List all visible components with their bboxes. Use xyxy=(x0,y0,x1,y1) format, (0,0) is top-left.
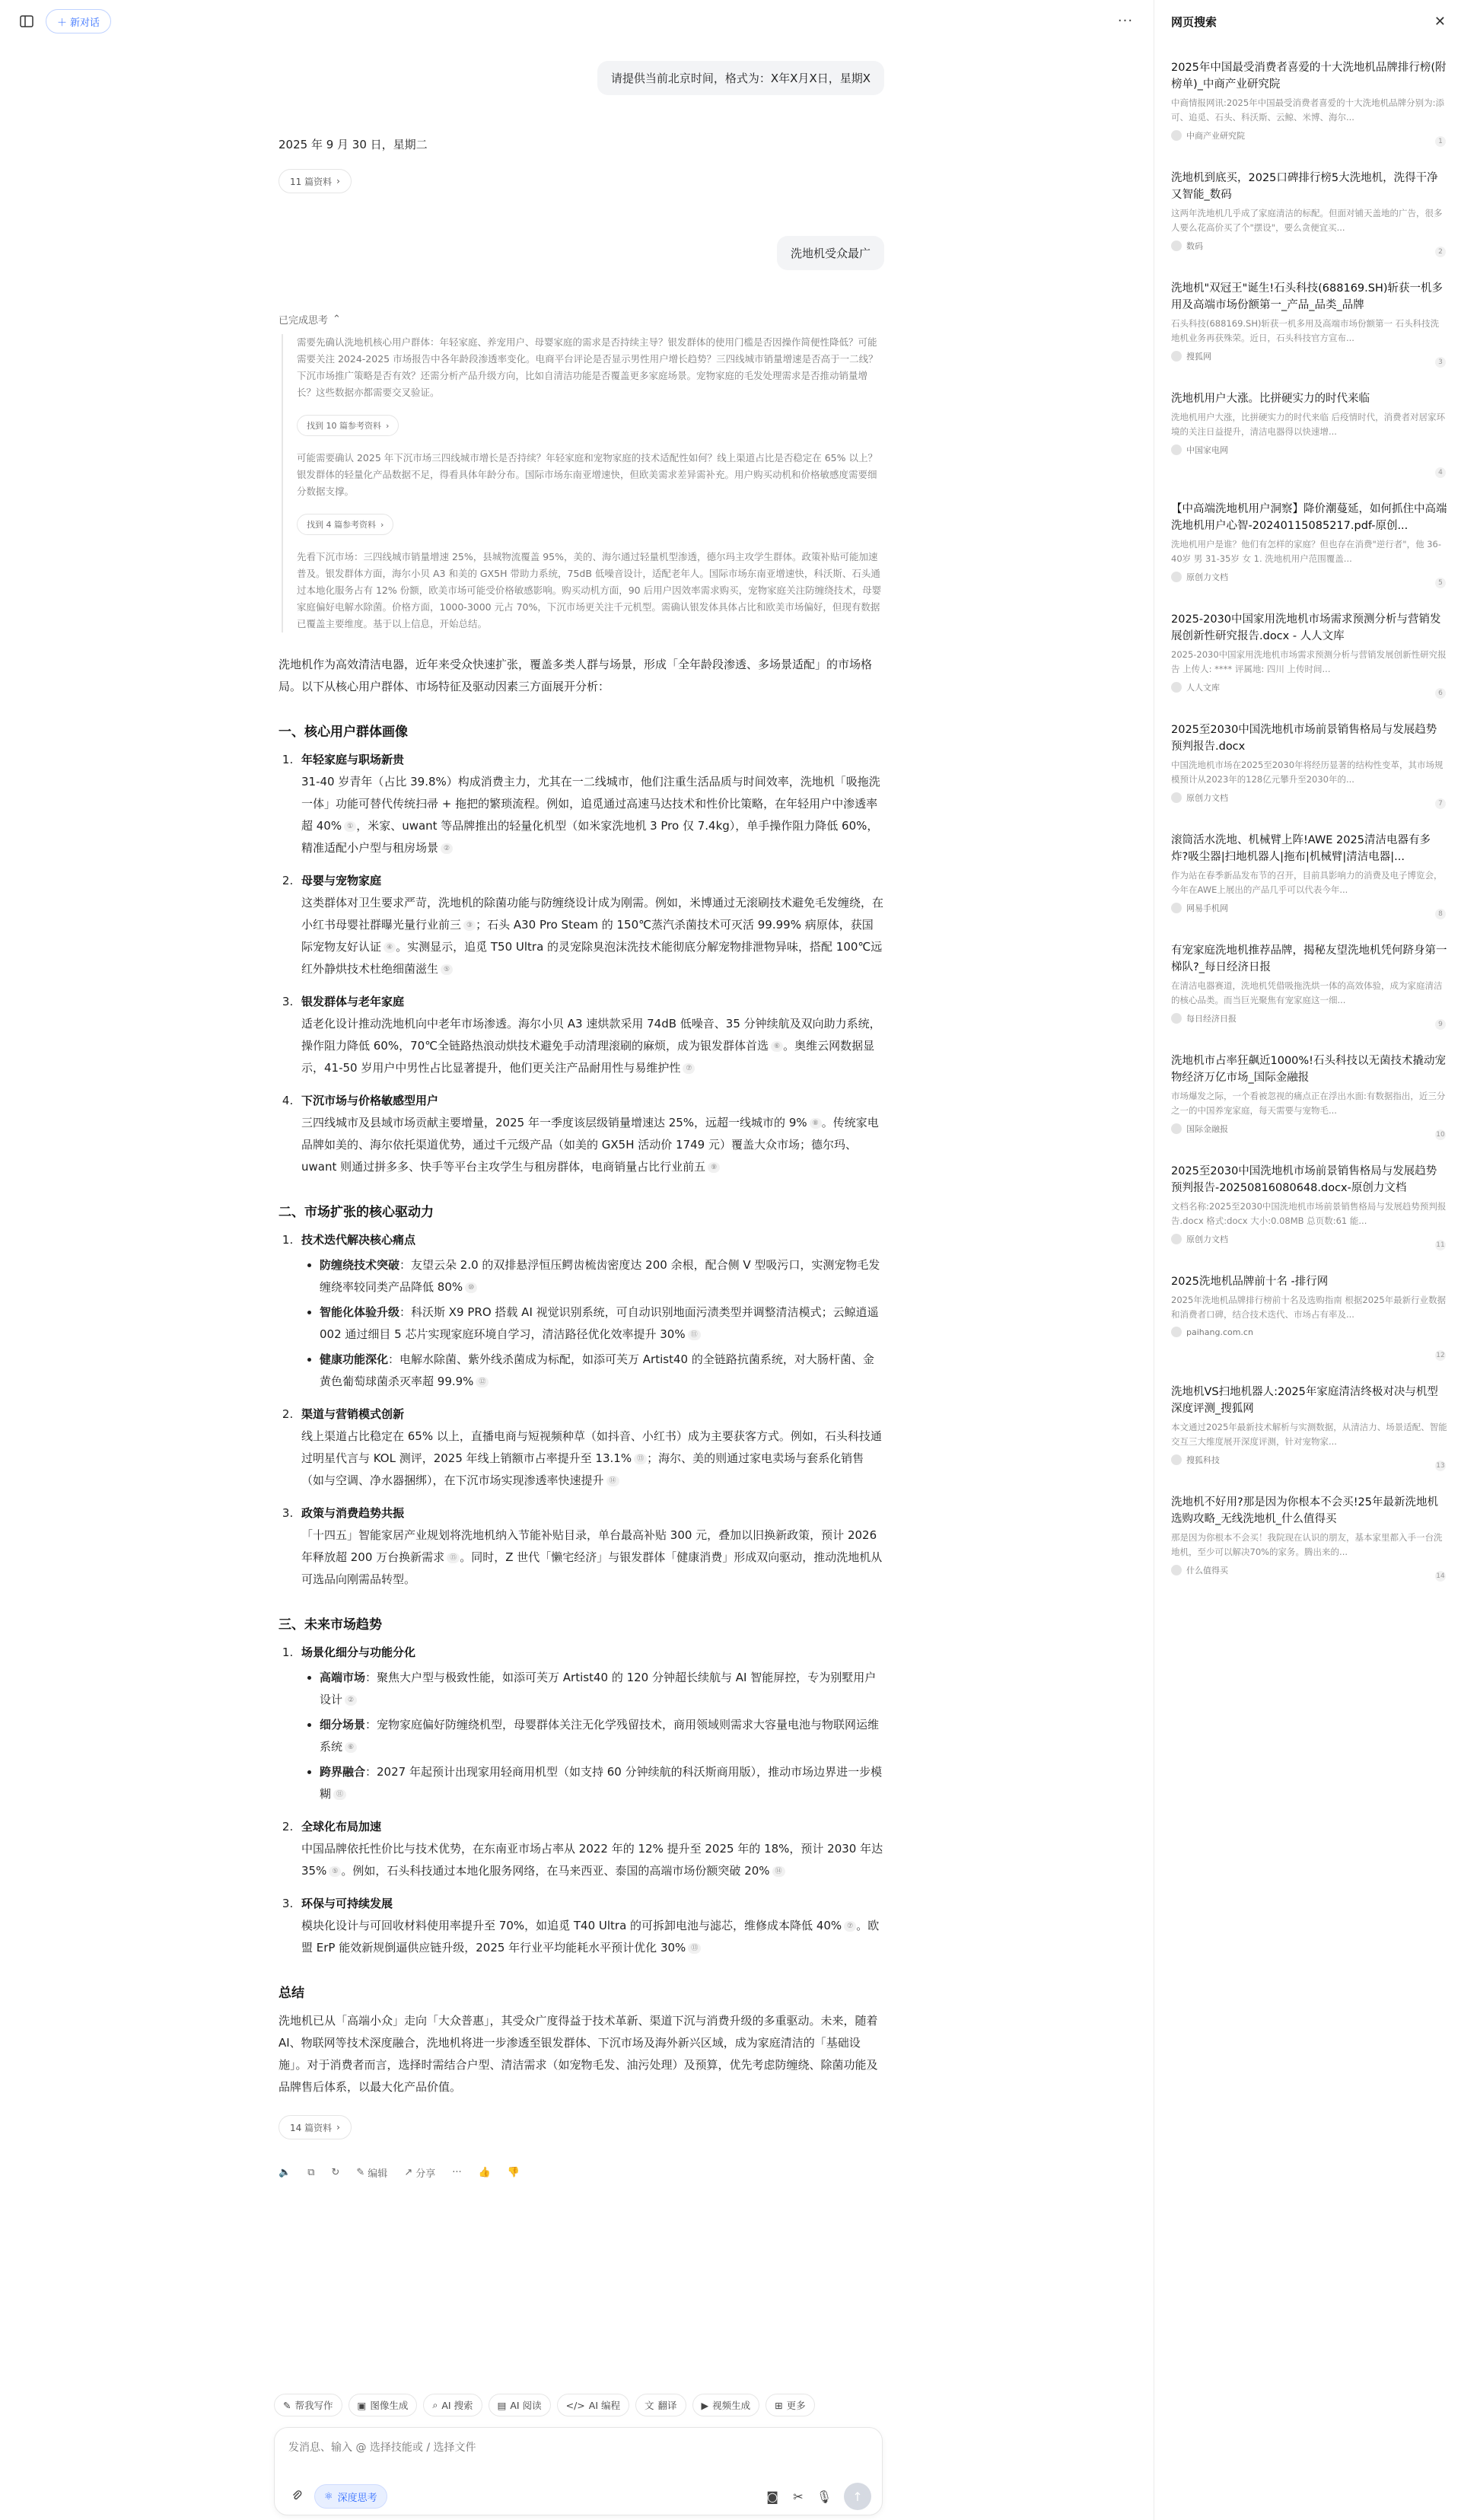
result-snippet: 中商情报网讯:2025年中国最受消费者喜爱的十大洗地机品牌分别为:添可、追觅、石头、科沃斯、云鲸、米博、海尔... xyxy=(1171,97,1445,123)
thinking-references-label: 找到 4 篇参考资料 xyxy=(307,520,376,530)
quick-label: 帮我写作 xyxy=(294,2400,333,2411)
result-index: 9 xyxy=(1435,1019,1446,1030)
edit-icon: ✎ xyxy=(356,2167,365,2178)
result-snippet: 2025年洗地机品牌排行榜前十名及选购指南 根据2025年最新行业数据和消费者口碑，结合技术迭代、市场占有率及... xyxy=(1171,1295,1447,1320)
result-title[interactable]: 洗地机不好用?那是因为你根本不会买!25年最新洗地机选购攻略_无线洗地机_什么值得买 xyxy=(1171,1496,1438,1525)
result-index: 13 xyxy=(1436,1462,1445,1470)
result-source-name: 人人文库 xyxy=(1186,683,1220,693)
bullet-title: 智能化体验升级 xyxy=(320,1305,400,1319)
bullet-item xyxy=(320,1667,884,1711)
top-bar xyxy=(0,0,1154,43)
plus-icon: ＋ xyxy=(57,17,68,29)
citation-badge[interactable]: ⑧ xyxy=(810,1118,822,1129)
result-title[interactable]: 2025至2030中国洗地机市场前景销售格局与发展趋势预判报告-20250816080648.docx-原创力文档 xyxy=(1171,1165,1437,1194)
result-source-name: 搜狐网 xyxy=(1186,352,1211,362)
edit-button[interactable] xyxy=(356,2165,387,2180)
image-icon: ▣ xyxy=(357,2399,367,2411)
citation-badge[interactable]: ④ xyxy=(384,942,396,953)
citation-badge[interactable]: ⑥ xyxy=(345,1742,357,1753)
quick-label: 视频生成 xyxy=(712,2400,751,2411)
thinking-text: 可能需要确认 2025 年下沉市场三四线城市增长是否持续？年轻家庭和宠物家庭的技术适配性如何？线上渠道占比是否稳定在 65% 以上？银发群体的轻量化产品数据不足，得看具体年龄分布。国际市场东南亚增速快，但欧美需求差异需补充。用户购买动机和价格敏感度需要细分数据支撑。 xyxy=(297,452,877,497)
item-text: 模块化设计与可回收材料使用率提升至 70%，如追觅 T40 Ultra 的可拆卸电池与滤芯，维修成本降低 40% xyxy=(301,1919,842,1932)
share-icon: ↗ xyxy=(404,2167,413,2178)
citation-badge[interactable]: ⑤ xyxy=(329,1866,341,1877)
thinking-references-button[interactable] xyxy=(297,514,393,535)
item-title: 3. 环保与可持续发展 xyxy=(301,1897,393,1910)
site-favicon-icon xyxy=(1171,351,1182,362)
item-text: 线上渠道占比稳定在 65% 以上，直播电商与短视频种草（如抖音、小红书）成为主要获客方式。例如，石头科技通过明星代言与 KOL 测评，2025 年线上销额市占率提升至 13.1% xyxy=(301,1429,882,1465)
chevron-right-icon: › xyxy=(386,420,390,431)
site-favicon-icon xyxy=(1171,241,1182,251)
bullet-title: 细分场景 xyxy=(320,1718,366,1732)
item-text: 中国品牌依托性价比与技术优势，在东南亚市场占率从 2022 年的 12% 提升至 2025 年的 18%，预计 2030 年达 35% xyxy=(301,1842,883,1878)
citation-badge[interactable]: ⑤ xyxy=(441,964,453,975)
result-snippet: 石头科技(688169.SH)斩获一机多用及高端市场份额第一 石头科技洗地机业务再获殊荣。近日，石头科技官方宣布... xyxy=(1171,318,1440,343)
result-snippet: 这两年洗地机几乎成了家庭清洁的标配。但面对铺天盖地的广告，很多人要么花高价买了个"摆设"，要么贪便宜买... xyxy=(1171,208,1443,233)
item-text: 31-40 岁青年（占比 39.8%）构成消费主力，尤其在一二线城市，他们注重生活品质与时间效率，洗地机「吸拖洗一体」功能可替代传统扫帚 + 拖把的繁琐流程。例如，追觅通过高速马达技术和性价比策略，在年轻用户中渗透率超 40% xyxy=(301,775,880,833)
references-label: 11 篇资料 xyxy=(290,176,333,187)
citation-badge[interactable]: ⑭ xyxy=(606,1476,619,1486)
search-result[interactable] xyxy=(1154,815,1461,925)
item-title: 2. 母婴与宠物家庭 xyxy=(301,874,382,887)
result-index: 5 xyxy=(1435,578,1446,588)
quick-translate-button[interactable] xyxy=(635,2394,686,2416)
list-item xyxy=(297,870,884,980)
item-text: 适老化设计推动洗地机向中老年市场渗透。海尔小贝 A3 速烘款采用 74dB 低噪音、35 分钟续航及双向助力系统，操作阻力降低 60%，70℃全链路热浪动烘技术避免手动清理滚刷的麻烦，成为银发群体首选 xyxy=(301,1017,881,1053)
site-favicon-icon xyxy=(1171,130,1182,141)
site-favicon-icon xyxy=(1171,572,1182,582)
result-source xyxy=(1171,1564,1447,1576)
bullet-title: 跨界融合 xyxy=(320,1765,366,1779)
references-button[interactable] xyxy=(279,2115,352,2139)
item-text: ；石头 A30 Pro Steam 的 150℃蒸汽杀菌技术可灭活 99.99% 病原体，获国际宠物友好认证 xyxy=(301,918,874,954)
bullet-item xyxy=(320,1349,884,1393)
thinking-text: 先看下沉市场：三四线城市销量增速 25%，县城物流覆盖 95%，美的、海尔通过轻量机型渗透，德尔玛主攻学生群体。政策补贴可能加速普及。银发群体方面，海尔小贝 A3 和美的 GX5H 带助力系统，75dB 低噪音设计，适配老年人。国际市场东南亚增速快，科沃斯、石头通过本地化服务占有 12% 份额，欧美市场可能受价格敏感影响。购买动机方面，90 后用户因效率需求购买，宠物家庭关注防缠绕技术，母婴家庭偏好电解水除菌。价格方面，1000-3000 元占 70%，下沉市场更关注千元机型。需确认银发体具体占比和欧美市场偏好，但现有数据已覆盖主要维度。基于以上信息，开始总结。 xyxy=(297,551,882,629)
bullet-item xyxy=(320,1714,884,1758)
chevron-right-icon: › xyxy=(336,176,340,186)
result-source-name: 网易手机网 xyxy=(1186,903,1228,913)
list-item xyxy=(297,1502,884,1591)
list-item xyxy=(297,1229,884,1393)
search-result[interactable] xyxy=(1154,484,1461,594)
search-result[interactable] xyxy=(1154,705,1461,815)
search-result[interactable] xyxy=(1154,925,1461,1036)
citation-badge[interactable]: ⑬ xyxy=(634,1454,647,1464)
citation-badge[interactable]: ② xyxy=(441,843,453,854)
search-result[interactable] xyxy=(1154,1036,1461,1146)
quick-search-button[interactable] xyxy=(423,2394,482,2416)
citation-badge[interactable]: ⑭ xyxy=(772,1866,785,1877)
citation-badge[interactable]: ⑨ xyxy=(708,1162,720,1173)
result-title[interactable]: 2025洗地机品牌前十名 -排行网 xyxy=(1171,1276,1329,1288)
citation-badge[interactable]: ⑦ xyxy=(683,1063,695,1074)
bullet-text: ：2027 年起预计出现家用轻商用机型（如支持 60 分钟续航的科沃斯商用版），推动市场边界进一步模糊 xyxy=(320,1765,883,1801)
result-snippet: 洗地机用户是谁？他们有怎样的家庭？但也存在消费"逆行者"，他 36-40岁 男 31-35岁 女 1. 洗地机用户范围覆盖... xyxy=(1171,539,1442,564)
assistant-response xyxy=(279,312,884,2180)
result-source xyxy=(1171,129,1447,142)
item-text: 。传统家电品牌如美的、海尔依托渠道优势，通过千元级产品（如美的 GX5H 活动价 1749 元）覆盖大众市场；德尔玛、uwant 则通过拼多多、快手等平台主攻学生与租房群体，电商销量占比行业前五 xyxy=(301,1116,879,1174)
numbered-list xyxy=(279,1642,884,1959)
bullet-list xyxy=(301,1254,884,1393)
citation-badge[interactable]: ③ xyxy=(463,920,476,931)
site-favicon-icon xyxy=(1171,682,1182,693)
search-icon: ⌕ xyxy=(432,2399,438,2410)
thinking-references-label: 找到 10 篇参考资料 xyxy=(307,421,381,431)
message-composer xyxy=(274,2427,883,2515)
share-label: 分享 xyxy=(415,2168,436,2180)
result-source-name: paihang.com.cn xyxy=(1186,1327,1253,1337)
thinking-toggle[interactable] xyxy=(279,312,884,327)
citation-badge[interactable]: ⑬ xyxy=(688,1943,701,1954)
citation-badge[interactable]: ② xyxy=(345,1695,357,1706)
microphone-icon[interactable]: 🎙 xyxy=(816,2489,832,2504)
sidebar-toggle-icon[interactable] xyxy=(15,11,38,32)
item-title: 1. 年轻家庭与职场新贵 xyxy=(301,753,405,766)
web-search-panel xyxy=(1154,0,1461,2520)
result-source xyxy=(1171,902,1447,914)
intro-paragraph: 洗地机作为高效清洁电器，近年来受众快速扩张，覆盖多类人群与场景，形成「全年龄段渗透、多场景适配」的市场格局。以下从核心用户群体、市场特征及驱动因素三方面展开分析： xyxy=(279,658,873,693)
item-title: 1. 场景化细分与功能分化 xyxy=(301,1645,416,1659)
item-text: 。例如，石头科技通过本地化服务网络，在马来西亚、泰国的高端市场份额突破 20% xyxy=(341,1864,770,1878)
quick-label: AI 阅读 xyxy=(510,2400,542,2411)
result-snippet: 市场爆发之际，一个看被忽视的痛点正在浮出水面:有数据指出，近三分之一的中国养宠家庭，每天需要与宠物毛... xyxy=(1171,1091,1446,1116)
list-item xyxy=(297,1642,884,1805)
translate-icon: 文 xyxy=(644,2400,654,2411)
camera-icon[interactable]: ◙ xyxy=(766,2489,778,2504)
result-source xyxy=(1171,444,1447,456)
result-source-name: 数码 xyxy=(1186,241,1203,251)
thumbs-down-icon[interactable]: 👎 xyxy=(507,2167,520,2178)
quick-actions xyxy=(274,2394,883,2416)
result-source xyxy=(1171,792,1447,804)
more-options-button[interactable]: ··· xyxy=(1117,12,1134,29)
citation-badge[interactable]: ⑦ xyxy=(844,1921,856,1932)
send-button[interactable] xyxy=(844,2483,871,2510)
result-title[interactable]: 【中高端洗地机用户洞察】降价潮蔓延，如何抓住中高端洗地机用户心智-20240115085217.pdf-原创... xyxy=(1171,503,1447,532)
assistant-answer: 2025 年 9 月 30 日，星期二 xyxy=(279,138,428,151)
video-icon: ▶ xyxy=(701,2399,709,2411)
result-index: 11 xyxy=(1436,1241,1445,1249)
result-index: 3 xyxy=(1435,357,1446,368)
citation-badge[interactable]: ⑫ xyxy=(476,1377,489,1387)
quick-writing-button[interactable] xyxy=(274,2394,342,2416)
deep-think-label: 深度思考 xyxy=(337,2492,377,2504)
result-title[interactable]: 2025年中国最受消费者喜爱的十大洗地机品牌排行榜(附榜单)_中商产业研究院 xyxy=(1171,62,1447,91)
result-snippet: 洗地机用户大涨，比拼硬实力的时代来临 后疫情时代，消费者对居家环境的关注日益提升，清洁电器得以快速增... xyxy=(1171,412,1446,437)
bullet-title: 健康功能深化 xyxy=(320,1352,389,1366)
bullet-item xyxy=(320,1301,884,1346)
code-icon: </> xyxy=(565,2399,585,2411)
bullet-title: 高端市场 xyxy=(320,1671,366,1684)
chevron-right-icon: › xyxy=(336,2122,340,2133)
bullet-text: ：电解水除菌、紫外线杀菌成为标配，如添可芙万 Artist40 的全链路抗菌系统，对大肠杆菌、金黄色葡萄球菌杀灭率超 99.9% xyxy=(320,1352,874,1388)
result-snippet: 作为站在春季新品发布节的召开，目前具影响力的消费及电子博览会，今年在AWE上展出的产品几乎可以代表今年... xyxy=(1171,870,1443,895)
numbered-list xyxy=(279,749,884,1178)
search-result[interactable] xyxy=(1154,1477,1461,1588)
citation-badge[interactable]: ⑮ xyxy=(447,1553,460,1563)
section-heading: 一、核心用户群体画像 xyxy=(279,725,408,740)
result-source xyxy=(1171,1123,1447,1135)
quick-read-button[interactable] xyxy=(489,2394,551,2416)
site-favicon-icon xyxy=(1171,1234,1182,1244)
grid-icon: ⊞ xyxy=(775,2399,783,2411)
item-title: 3. 银发群体与老年家庭 xyxy=(301,995,405,1008)
result-index: 6 xyxy=(1435,688,1446,699)
share-button[interactable] xyxy=(404,2165,435,2180)
result-source-name: 搜狐科技 xyxy=(1186,1455,1220,1465)
result-source xyxy=(1171,681,1447,693)
item-title: 3. 政策与消费趋势共振 xyxy=(301,1506,405,1520)
result-source-name: 每日经济日报 xyxy=(1186,1014,1237,1024)
references-label: 14 篇资料 xyxy=(290,2122,333,2133)
result-snippet: 中国洗地机市场在2025至2030年将经历显著的结构性变革，其市场规模预计从2023年的128亿元攀升至2030年的... xyxy=(1171,760,1443,785)
edit-label: 编辑 xyxy=(368,2168,388,2180)
result-index: 14 xyxy=(1436,1572,1445,1580)
item-text: 。奥维云网数据显示，41-50 岁用户中男性占比显著提升，他们更关注产品耐用性与易维护性 xyxy=(301,1039,875,1075)
search-result[interactable] xyxy=(1154,153,1461,263)
result-source-name: 国际金融报 xyxy=(1186,1124,1228,1134)
attach-icon[interactable] xyxy=(285,2484,308,2507)
result-source-name: 什么值得买 xyxy=(1186,1566,1228,1575)
result-title[interactable]: 2025至2030中国洗地机市场前景销售格局与发展趋势预判报告.docx xyxy=(1171,724,1437,753)
search-result[interactable] xyxy=(1154,1367,1461,1477)
list-item xyxy=(297,1816,884,1882)
search-results xyxy=(1154,43,1461,1588)
panel-header xyxy=(1154,0,1461,43)
site-favicon-icon xyxy=(1171,1327,1182,1337)
result-snippet: 2025-2030中国家用洗地机市场需求预测分析与营销发展创新性研究报告 上传人: **** 评属地: 四川 上传时间... xyxy=(1171,649,1447,674)
quick-image-button[interactable] xyxy=(349,2394,418,2416)
thinking-process xyxy=(282,334,884,632)
site-favicon-icon xyxy=(1171,1454,1182,1465)
item-text: 。实测显示，追觅 T50 Ultra 的灵宠除臭泡沫洗技术能彻底分解宠物排泄物异味，搭配 100℃远红外静烘技术杜绝细菌滋生 xyxy=(301,940,883,976)
item-text: ，米家、uwant 等品牌推出的轻量化机型（如米家洗地机 3 Pro 仅 7.4kg），单手操作阻力降低 60%，精准适配小户型与租房场景 xyxy=(301,819,879,855)
result-title[interactable]: 洗地机"双冠王"诞生!石头科技(688169.SH)斩获一机多用及高端市场份额第一_产品_品类_品牌 xyxy=(1171,282,1443,311)
item-title: 1. 技术迭代解决核心痛点 xyxy=(301,1233,416,1247)
result-source xyxy=(1171,1233,1447,1245)
item-title: 4. 下沉市场与价格敏感型用户 xyxy=(301,1094,439,1107)
search-result[interactable] xyxy=(1154,374,1461,484)
arrow-up-icon: ↑ xyxy=(852,2489,863,2504)
result-index: 8 xyxy=(1435,909,1446,919)
result-source xyxy=(1171,571,1447,583)
search-result[interactable] xyxy=(1154,1257,1461,1367)
bullet-title: 防缠绕技术突破 xyxy=(320,1258,400,1272)
regenerate-icon[interactable]: ↻ xyxy=(331,2167,340,2178)
chevron-up-icon: ⌃ xyxy=(333,314,341,325)
copy-icon[interactable]: ⧉ xyxy=(307,2167,315,2178)
result-index: 10 xyxy=(1436,1131,1445,1139)
summary-paragraph: 洗地机已从「高端小众」走向「大众普惠」，其受众广度得益于技术革新、渠道下沉与消费升级的多重驱动。未来，随着 AI、物联网等技术深度融合，洗地机将进一步渗透至银发群体、下沉市场及海外新兴区域，成为家庭清洁的「基础设施」。对于消费者而言，选择时需结合户型、清洁需求（如宠物毛发、油污处理）及预算，优先考虑防缠绕、除菌功能及品牌售后体系，以最大化产品价值。 xyxy=(279,2014,878,2094)
search-result[interactable] xyxy=(1154,43,1461,153)
numbered-list xyxy=(279,1229,884,1591)
result-index: 12 xyxy=(1436,1352,1445,1359)
result-index: 4 xyxy=(1435,467,1446,478)
result-snippet: 那是因为你根本不会买！我院现在认识的朋友，基本家里都入手一台洗地机，至少可以解决70%的家务。腾出来的... xyxy=(1171,1532,1443,1557)
result-snippet: 在清洁电器赛道，洗地机凭借吸拖洗烘一体的高效体验，成为家庭清洁的核心品类。而当巨光聚焦有宠家庭这一细... xyxy=(1171,980,1443,1005)
search-result[interactable] xyxy=(1154,263,1461,374)
item-title: 2. 全球化布局加速 xyxy=(301,1820,382,1833)
result-index: 1 xyxy=(1435,136,1446,147)
quick-label: AI 搜索 xyxy=(441,2400,473,2411)
result-source-name: 中国家电网 xyxy=(1186,445,1228,455)
section-heading: 二、市场扩张的核心驱动力 xyxy=(279,1205,434,1220)
item-text: ；海尔、美的则通过家电卖场与套系化销售（如与空调、净水器捆绑），在下沉市场实现渗透率快速提升 xyxy=(301,1451,864,1487)
item-text: 。欧盟 ErP 能效新规倒逼供应链升级，2025 年行业平均能耗水平预计优化 30% xyxy=(301,1919,880,1955)
search-result[interactable] xyxy=(1154,594,1461,705)
quick-label: 图像生成 xyxy=(370,2400,409,2411)
list-item xyxy=(297,991,884,1079)
thinking-text: 需要先确认洗地机核心用户群体：年轻家庭、养宠用户、母婴家庭的需求是否持续主导？银发群体的使用门槛是否因操作简便性降低？可能需要关注 2024-2025 市场报告中各年龄段渗透率变化。电商平台评论是否显示男性用户增长趋势？三四线城市销量增速是否高于一二线？下沉市场推广策略是否有效？还需分析产品升级方向，比如自清洁功能是否覆盖更多家庭场景。宠物家庭的毛发处理需求是否推动销量增长？这些数据亦都需要交叉验证。 xyxy=(297,336,878,398)
scissors-icon[interactable]: ✂ xyxy=(793,2489,804,2504)
result-index: 2 xyxy=(1435,247,1446,257)
composer-area xyxy=(274,2394,883,2515)
new-chat-label: 新对话 xyxy=(70,17,100,29)
result-source xyxy=(1171,1327,1447,1337)
site-favicon-icon xyxy=(1171,903,1182,913)
citation-badge[interactable]: ⑪ xyxy=(333,1789,346,1800)
result-title[interactable]: 有宠家庭洗地机推荐品牌，揭秘友望洗地机凭何跻身第一梯队?_每日经济日报 xyxy=(1171,945,1447,973)
item-text: 三四线城市及县域市场贡献主要增量，2025 年一季度该层级销量增速达 25%，远超一线城市的 9% xyxy=(301,1116,807,1129)
book-icon: ▤ xyxy=(497,2399,507,2411)
list-item xyxy=(297,1893,884,1959)
quick-code-button[interactable] xyxy=(557,2394,629,2416)
result-snippet: 文档名称:2025至2030中国洗地机市场前景销售格局与发展趋势预判报告.docx 格式:docx 大小:0.08MB 总页数:61 能... xyxy=(1171,1201,1447,1226)
citation-badge[interactable]: ① xyxy=(344,821,356,832)
bullet-text: ：聚焦大户型与极致性能，如添可芙万 Artist40 的 120 分钟超长续航与 AI 智能屏控，专为别墅用户设计 xyxy=(320,1671,877,1706)
speaker-icon[interactable]: 🔈 xyxy=(279,2167,291,2178)
result-source-name: 原创力文档 xyxy=(1186,1235,1228,1244)
bullet-text: ：科沃斯 X9 PRO 搭载 AI 视觉识别系统，可自动识别地面污渍类型并调整清洁模式；云鲸逍遥 002 通过细目 5 芯片实现家庭环境自学习，清洁路径优化效率提升 30% xyxy=(320,1305,879,1341)
list-item xyxy=(297,1090,884,1178)
site-favicon-icon xyxy=(1171,444,1182,455)
message-actions xyxy=(279,2165,884,2180)
message-input[interactable] xyxy=(288,2442,745,2454)
summary-heading: 总结 xyxy=(279,1986,304,2001)
chevron-right-icon: › xyxy=(380,519,384,530)
bullet-item xyxy=(320,1254,884,1298)
bullet-list xyxy=(301,1667,884,1805)
bullet-text: ：宠物家庭偏好防缠绕机型，母婴群体关注无化学残留技术，商用领域则需求大容量电池与物联网运维系统 xyxy=(320,1718,880,1754)
citation-badge[interactable]: ⑥ xyxy=(771,1041,783,1052)
references-button[interactable] xyxy=(279,169,352,193)
section-heading: 三、未来市场趋势 xyxy=(279,1617,382,1633)
close-icon[interactable]: ✕ xyxy=(1434,13,1446,30)
result-title[interactable]: 洗地机VS扫地机器人:2025年家庭清洁终极对决与机型深度评测_搜狐网 xyxy=(1171,1386,1438,1415)
atom-icon: ⚛ xyxy=(324,2490,333,2502)
new-chat-button[interactable] xyxy=(46,9,111,33)
result-title[interactable]: 洗地机到底买，2025口碑排行榜5大洗地机，洗得干净又智能_数码 xyxy=(1171,172,1438,201)
item-text: 。同时，Z 世代「懒宅经济」与银发群体「健康消费」形成双向驱动，推动洗地机从可选品向刚需品转型。 xyxy=(301,1550,883,1586)
site-favicon-icon xyxy=(1171,1123,1182,1134)
search-result[interactable] xyxy=(1154,1146,1461,1257)
site-favicon-icon xyxy=(1171,1013,1182,1024)
more-icon[interactable]: ··· xyxy=(452,2167,462,2178)
panel-title: 网页搜索 xyxy=(1171,14,1218,29)
thinking-references-button[interactable] xyxy=(297,415,399,436)
item-text: 这类群体对卫生要求严苛，洗地机的除菌功能与防缠绕设计成为刚需。例如，米博通过无滚刷技术避免毛发缠绕，在小红书母婴社群曝光量行业前三 xyxy=(301,896,884,932)
list-item xyxy=(297,749,884,859)
quick-label: AI 编程 xyxy=(588,2400,620,2411)
result-source-name: 中商产业研究院 xyxy=(1186,131,1245,141)
result-source xyxy=(1171,350,1447,362)
chat-thread xyxy=(279,43,884,2180)
citation-badge[interactable]: ⑩ xyxy=(465,1282,477,1293)
result-source xyxy=(1171,1012,1447,1024)
user-message: 洗地机受众最广 xyxy=(777,236,884,270)
quick-video-button[interactable] xyxy=(692,2394,760,2416)
site-favicon-icon xyxy=(1171,1565,1182,1575)
result-source xyxy=(1171,240,1447,252)
list-item xyxy=(297,1403,884,1492)
thinking-label: 已完成思考 xyxy=(279,315,329,327)
deep-think-toggle[interactable] xyxy=(314,2484,387,2509)
quick-label: 翻译 xyxy=(657,2400,677,2411)
item-title: 2. 渠道与营销模式创新 xyxy=(301,1407,405,1421)
item-text: 「十四五」智能家居产业规划将洗地机纳入节能补贴目录，单台最高补贴 300 元，叠加以旧换新政策，预计 2026 年释放超 200 万台换新需求 xyxy=(301,1528,877,1564)
pen-icon: ✎ xyxy=(283,2399,291,2411)
quick-more-button[interactable] xyxy=(766,2394,815,2416)
result-source-name: 原创力文档 xyxy=(1186,572,1228,582)
bullet-item xyxy=(320,1761,884,1805)
result-title[interactable]: 洗地机用户大涨。比拼硬实力的时代来临 xyxy=(1171,393,1370,405)
quick-label: 更多 xyxy=(786,2400,806,2411)
citation-badge[interactable]: ⑪ xyxy=(688,1330,701,1340)
result-snippet: 本文通过2025年最新技术解析与实测数据，从清洁力、场景适配、智能交互三大维度展开深度评测，针对宠物家... xyxy=(1171,1422,1447,1447)
bullet-text: ：友望云朵 2.0 的双排悬浮恒压鳄齿梳齿密度达 200 余根，配合侧 V 型吸污口，实测宠物毛发缠绕率较同类产品降低 80% xyxy=(320,1258,880,1294)
user-message: 请提供当前北京时间，格式为：X年X月X日，星期X xyxy=(597,61,884,95)
site-favicon-icon xyxy=(1171,792,1182,803)
result-title[interactable]: 洗地机市占率狂飙近1000%!石头科技以无菌技术撬动宠物经济万亿市场_国际金融报 xyxy=(1171,1055,1446,1084)
result-title[interactable]: 滚筒活水洗地、机械臂上阵!AWE 2025清洁电器有多炸?吸尘器|扫地机器人|拖布|机械臂|清洁电器|... xyxy=(1171,834,1431,863)
thumbs-up-icon[interactable]: 👍 xyxy=(478,2167,491,2178)
result-index: 7 xyxy=(1435,798,1446,809)
result-title[interactable]: 2025-2030中国家用洗地机市场需求预测分析与营销发展创新性研究报告.docx - 人人文库 xyxy=(1171,613,1441,642)
result-source-name: 原创力文档 xyxy=(1186,793,1228,803)
result-source xyxy=(1171,1454,1447,1466)
